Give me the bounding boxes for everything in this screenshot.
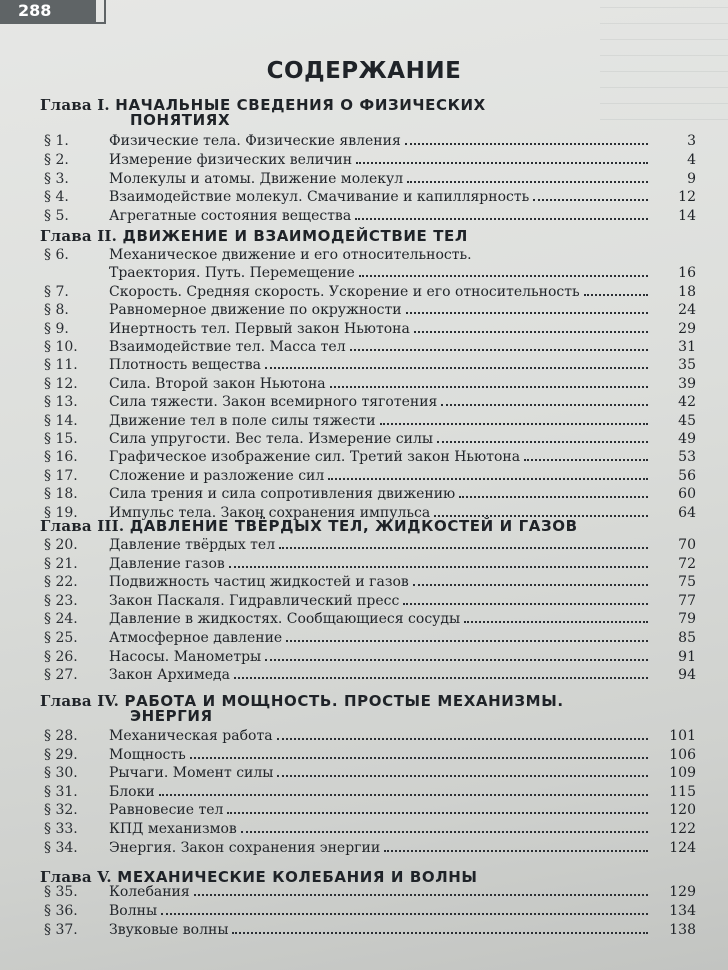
leader-dots <box>413 574 648 586</box>
leader-dots <box>524 449 648 461</box>
entry-title: Подвижность частиц жидкостей и газов <box>109 574 409 591</box>
leader-dots <box>277 765 648 777</box>
page-ref: 24 <box>678 302 696 319</box>
chapter-heading <box>40 517 578 535</box>
entry-title: Сила трения и сила сопротивления движению <box>109 486 456 503</box>
section-number: § 3. <box>44 170 69 187</box>
toc-entry[interactable] <box>0 884 728 901</box>
toc-entry[interactable] <box>0 630 728 647</box>
entry-title: Сила. Второй закон Ньютона <box>109 375 326 392</box>
toc-entry[interactable] <box>0 611 728 628</box>
entry-title: Энергия. Закон сохранения энергии <box>109 839 381 856</box>
page-ref: 42 <box>678 394 696 411</box>
section-number: § 11. <box>44 357 78 374</box>
section-number: § 15. <box>44 431 78 447</box>
toc-entry-continued[interactable] <box>0 265 728 282</box>
section-number: § 20. <box>44 537 78 553</box>
leader-dots <box>355 208 648 220</box>
section-number: § 4. <box>44 189 69 206</box>
entry-title: Сложение и разложение сил <box>109 467 325 484</box>
section-number: § 16. <box>44 449 78 466</box>
entry-title: Инертность тел. Первый закон Ньютона <box>109 320 410 337</box>
toc-entry[interactable] <box>0 840 728 857</box>
leader-dots <box>277 728 648 740</box>
section-number: § 28. <box>44 728 78 744</box>
entry-title: Давление твёрдых тел <box>109 537 276 553</box>
entry-title: Давление газов <box>109 555 225 572</box>
page-ref: 64 <box>678 504 696 521</box>
chapter-heading <box>40 96 486 114</box>
toc-entry[interactable] <box>0 376 728 393</box>
leader-dots <box>584 284 648 296</box>
leader-dots <box>265 357 648 369</box>
toc-entry[interactable] <box>0 821 728 838</box>
chapter-name: ДАВЛЕНИЕ ТВЁРДЫХ ТЕЛ, ЖИДКОСТЕЙ И ГАЗОВ <box>129 517 578 535</box>
page-ref: 129 <box>669 884 696 900</box>
entry-title: Молекулы и атомы. Движение молекул <box>109 170 404 187</box>
toc-entry[interactable] <box>0 208 728 225</box>
leader-dots <box>406 302 648 314</box>
leader-dots <box>265 649 648 661</box>
toc-entry[interactable] <box>0 189 728 206</box>
section-number: § 34. <box>44 839 78 856</box>
leader-dots <box>359 265 648 277</box>
section-number: § 18. <box>44 486 78 503</box>
entry-title: Плотность вещества <box>109 357 261 374</box>
page-ref: 39 <box>678 375 696 392</box>
toc-entry[interactable] <box>0 247 728 264</box>
section-number: § 35. <box>44 884 78 900</box>
leader-dots <box>330 376 648 388</box>
entry-title: Агрегатные состояния вещества <box>109 208 352 225</box>
entry-title: Импульс тела. Закон сохранения импульса <box>109 504 431 521</box>
chapter-label: Глава II. <box>40 227 118 245</box>
section-number: § 33. <box>44 821 78 837</box>
toc-entry[interactable] <box>0 133 728 150</box>
page-ref: 75 <box>678 574 696 591</box>
leader-dots <box>241 821 648 833</box>
page-ref: 49 <box>678 431 696 447</box>
entry-title: Равновесие тел <box>109 802 224 819</box>
leader-dots <box>356 152 648 164</box>
leader-dots <box>434 505 648 517</box>
entry-title: Атмосферное давление <box>109 630 283 646</box>
toc-entry[interactable] <box>0 765 728 782</box>
page-ref: 45 <box>678 412 696 429</box>
entry-title: Траектория. Путь. Перемещение <box>109 265 355 282</box>
leader-dots <box>229 556 648 568</box>
page-ref: 101 <box>669 728 696 744</box>
toc-entry[interactable] <box>0 449 728 466</box>
toc-entry[interactable] <box>0 747 728 764</box>
toc-entry[interactable] <box>0 152 728 169</box>
toc-entry[interactable] <box>0 302 728 319</box>
toc-entry[interactable] <box>0 922 728 939</box>
leader-dots <box>190 747 648 759</box>
chapter-label: Глава I. <box>40 96 110 114</box>
page-ref: 122 <box>669 821 696 837</box>
page-number: 288 <box>0 0 96 22</box>
section-number: § 31. <box>44 783 78 800</box>
page-ref: 29 <box>678 320 696 337</box>
chapter-name: ДВИЖЕНИЕ И ВЗАИМОДЕЙСТВИЕ ТЕЛ <box>122 227 468 245</box>
leader-dots <box>159 784 648 796</box>
entry-title: Взаимодействие тел. Масса тел <box>109 339 346 355</box>
leader-dots <box>286 630 648 642</box>
section-number: § 2. <box>44 151 69 168</box>
page-ref: 120 <box>669 802 696 819</box>
section-number: § 27. <box>44 667 78 684</box>
chapter-label: Глава III. <box>40 517 125 535</box>
entry-title: Сила упругости. Вес тела. Измерение силы <box>109 431 433 447</box>
toc-entry[interactable] <box>0 431 728 448</box>
toc-entry[interactable] <box>0 468 728 485</box>
toc-entry[interactable] <box>0 728 728 745</box>
leader-dots <box>234 667 648 679</box>
entry-title: Скорость. Средняя скорость. Ускорение и его относительность <box>109 283 580 300</box>
section-number: § 8. <box>44 302 69 319</box>
page-ref: 16 <box>678 265 696 282</box>
entry-title: Равномерное движение по окружности <box>109 302 402 319</box>
toc-entry[interactable] <box>0 321 728 338</box>
section-number: § 9. <box>44 320 69 337</box>
page-ref: 12 <box>678 189 696 206</box>
page-ref: 53 <box>678 449 696 466</box>
section-number: § 5. <box>44 208 69 225</box>
section-number: § 13. <box>44 394 78 411</box>
chapter-heading <box>40 692 564 710</box>
page-ref: 14 <box>678 208 696 225</box>
leader-dots <box>459 486 648 498</box>
entry-title: Рычаги. Момент силы <box>109 765 274 782</box>
page-title: СОДЕРЖАНИЕ <box>266 58 462 84</box>
toc-entry[interactable] <box>0 802 728 819</box>
section-number: § 26. <box>44 648 78 665</box>
toc-entry[interactable] <box>0 556 728 573</box>
section-number: § 30. <box>44 765 78 782</box>
toc-entry[interactable] <box>0 649 728 666</box>
entry-title: Давление в жидкостях. Сообщающиеся сосуды <box>109 611 461 628</box>
page-ref: 18 <box>678 283 696 300</box>
entry-title: Мощность <box>109 746 186 763</box>
leader-dots <box>194 884 648 896</box>
page-ref: 60 <box>678 486 696 503</box>
leader-dots <box>384 840 648 852</box>
entry-title: Звуковые волны <box>109 922 229 938</box>
entry-title-line1: Механическое движение и его относительность. <box>109 247 472 263</box>
toc-entry[interactable] <box>0 394 728 411</box>
toc-entry[interactable] <box>0 339 728 356</box>
leader-dots <box>350 339 648 351</box>
toc-entry[interactable] <box>0 784 728 801</box>
page-ref: 124 <box>669 839 696 856</box>
leader-dots <box>227 802 648 814</box>
page-ref: 9 <box>687 170 696 187</box>
page-ref: 70 <box>678 537 696 553</box>
entry-title: Сила тяжести. Закон всемирного тяготения <box>109 394 438 411</box>
section-number: § 10. <box>44 339 78 355</box>
page-ref: 138 <box>669 922 696 938</box>
toc-entry[interactable] <box>0 903 728 920</box>
chapter-name: РАБОТА И МОЩНОСТЬ. ПРОСТЫЕ МЕХАНИЗМЫ. <box>124 692 564 710</box>
page-ref: 134 <box>669 903 696 919</box>
entry-title: Волны <box>109 903 158 919</box>
page-ref: 56 <box>678 467 696 484</box>
section-number: § 21. <box>44 555 78 572</box>
section-number: § 24. <box>44 611 78 628</box>
entry-title: Колебания <box>109 884 190 900</box>
entry-title: Графическое изображение сил. Третий закон Ньютона <box>109 449 521 466</box>
page-ref: 35 <box>678 357 696 374</box>
page-ref: 115 <box>669 783 696 800</box>
entry-title: Блоки <box>109 783 155 800</box>
leader-dots <box>464 611 648 623</box>
entry-title: Закон Архимеда <box>109 667 230 684</box>
leader-dots <box>232 922 648 934</box>
leader-dots <box>403 593 648 605</box>
toc-entry[interactable] <box>0 537 728 554</box>
entry-title: Механическая работа <box>109 728 273 744</box>
section-number: § 22. <box>44 574 78 591</box>
page-ref: 3 <box>687 133 696 149</box>
toc-entry[interactable] <box>0 593 728 610</box>
chapter-name-continued: ПОНЯТИЯХ <box>130 111 231 129</box>
leader-dots <box>414 321 648 333</box>
entry-title: Движение тел в поле силы тяжести <box>109 412 376 429</box>
section-number: § 29. <box>44 746 78 763</box>
toc-entry[interactable] <box>0 486 728 503</box>
leader-dots <box>437 431 648 443</box>
entry-title: КПД механизмов <box>109 821 237 837</box>
chapter-name-continued: ЭНЕРГИЯ <box>130 707 213 725</box>
section-number: § 14. <box>44 412 78 429</box>
chapter-label: Глава V. <box>40 868 112 886</box>
leader-dots <box>533 189 648 201</box>
toc-entry[interactable] <box>0 667 728 684</box>
page-ref: 77 <box>678 592 696 609</box>
section-number: § 19. <box>44 504 78 521</box>
chapter-heading <box>40 227 468 245</box>
section-number: § 36. <box>44 903 78 919</box>
leader-dots <box>328 468 648 480</box>
toc-entry[interactable] <box>0 284 728 301</box>
leader-dots <box>161 903 648 915</box>
leader-dots <box>407 171 648 183</box>
toc-entry[interactable] <box>0 171 728 188</box>
section-number: § 6. <box>44 247 69 263</box>
toc-entry[interactable] <box>0 413 728 430</box>
chapter-label: Глава IV. <box>40 692 120 710</box>
section-number: § 32. <box>44 802 78 819</box>
toc-entry[interactable] <box>0 574 728 591</box>
chapter-name: НАЧАЛЬНЫЕ СВЕДЕНИЯ О ФИЗИЧЕСКИХ <box>115 96 486 114</box>
entry-title: Насосы. Манометры <box>109 648 262 665</box>
page-ref: 85 <box>678 630 696 646</box>
section-number: § 23. <box>44 592 78 609</box>
leader-dots <box>279 537 648 549</box>
section-number: § 37. <box>44 922 78 938</box>
entry-title: Измерение физических величин <box>109 151 353 168</box>
section-number: § 1. <box>44 133 69 149</box>
page-ref: 4 <box>687 151 696 168</box>
entry-title: Физические тела. Физические явления <box>109 133 401 149</box>
entry-title: Взаимодействие молекул. Смачивание и капиллярность <box>109 189 530 206</box>
chapter-name: МЕХАНИЧЕСКИЕ КОЛЕБАНИЯ И ВОЛНЫ <box>117 868 478 886</box>
page-ref: 106 <box>669 746 696 763</box>
entry-title: Закон Паскаля. Гидравлический пресс <box>109 592 400 609</box>
page-ref: 109 <box>669 765 696 782</box>
toc-entry[interactable] <box>0 357 728 374</box>
section-number: § 25. <box>44 630 78 646</box>
section-number: § 17. <box>44 467 78 484</box>
page-ref: 91 <box>678 648 696 665</box>
page-ref: 79 <box>678 611 696 628</box>
leader-dots <box>405 133 648 145</box>
leader-dots <box>441 394 648 406</box>
leader-dots <box>380 413 648 425</box>
page-ref: 94 <box>678 667 696 684</box>
page-ref: 72 <box>678 555 696 572</box>
section-number: § 12. <box>44 375 78 392</box>
page-ref: 31 <box>678 339 696 355</box>
section-number: § 7. <box>44 283 69 300</box>
